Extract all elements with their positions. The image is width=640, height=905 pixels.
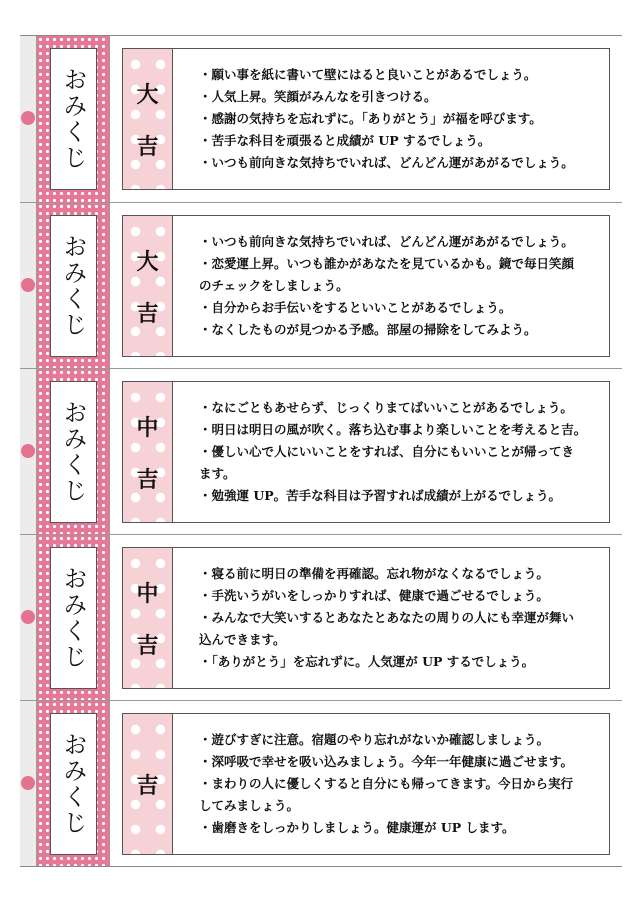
binding-strip — [20, 535, 37, 700]
fortune-message-list — [199, 548, 603, 688]
fortune-box — [122, 381, 610, 523]
fortune-message-line: 込んできます。 — [199, 632, 286, 647]
dotted-header-column — [37, 535, 110, 700]
fortune-message-line: ・手洗いうがいをしっかりすれば、健康で過ごせるでしょう。 — [199, 588, 549, 603]
punch-hole-icon — [21, 610, 35, 624]
fortune-message-line: ・感謝の気持ちを忘れずに。「ありがとう」が福を呼びます。 — [199, 111, 542, 126]
dotted-header-column — [37, 701, 110, 866]
fortune-char: 中 — [136, 414, 159, 441]
fortune-message-list — [199, 382, 603, 522]
fortune-message-line: ・「ありがとう」を忘れずに。人気運が UP するでしょう。 — [199, 654, 535, 669]
fortune-char: 吉 — [136, 466, 159, 493]
omikuji-label: おみくじ — [50, 381, 97, 523]
fortune-message-line: ・明日は明日の風が吹く。落ち込む事より楽しいことを考えると吉。 — [199, 422, 587, 437]
fortune-box — [122, 547, 610, 689]
fortune-result — [123, 548, 173, 688]
fortune-message-line: ・人気上昇。笑顔がみんなを引きつける。 — [199, 89, 437, 104]
fortune-message-list — [199, 49, 603, 189]
fortune-message-line: ・なにごともあせらず、じっくりまてばいいことがあるでしょう。 — [199, 400, 573, 415]
omikuji-label: おみくじ — [50, 48, 97, 190]
fortune-message-line: ・恋愛運上昇。いつも誰かがあなたを見ているかも。鏡で毎日笑顔 — [199, 256, 575, 271]
fortune-result — [123, 216, 173, 356]
fortune-box — [122, 48, 610, 190]
binding-strip — [20, 701, 37, 866]
fortune-message-line: ・深呼吸で幸せを吸い込みましょう。今年一年健康に過ごせます。 — [199, 754, 574, 769]
dotted-header-column — [37, 369, 110, 534]
fortune-box — [122, 215, 610, 357]
fortune-char: 中 — [136, 580, 159, 607]
fortune-char: 吉 — [136, 772, 159, 799]
fortune-box — [122, 713, 610, 855]
fortune-result — [123, 714, 173, 854]
fortune-message-line: ・願い事を紙に書いて壁にはると良いことがあるでしょう。 — [199, 67, 537, 82]
omikuji-slip — [20, 36, 622, 202]
fortune-char: 大 — [136, 81, 159, 108]
fortune-message-line: ・歯磨きをしっかりしましょう。健康運が UP します。 — [199, 820, 515, 835]
binding-strip — [20, 36, 37, 202]
binding-strip — [20, 203, 37, 368]
punch-hole-icon — [21, 444, 35, 458]
dotted-header-column — [37, 36, 110, 202]
punch-hole-icon — [21, 278, 35, 292]
fortune-message-line: ・いつも前向きな気持ちでいれば、どんどん運があがるでしょう。 — [199, 155, 574, 170]
fortune-message-line: ・優しい心で人にいいことをすれば、自分にもいいことが帰ってき — [199, 444, 575, 459]
fortune-message-line: してみましょう。 — [199, 798, 300, 813]
fortune-message-list — [199, 216, 603, 356]
fortune-char: 吉 — [136, 632, 159, 659]
fortune-message-line: ・みんなで大笑いするとあなたとあなたの周りの人にも幸運が舞い — [199, 610, 575, 625]
fortune-char: 吉 — [136, 300, 159, 327]
fortune-message-line: ・寝る前に明日の準備を再確認。忘れ物がなくなるでしょう。 — [199, 566, 549, 581]
fortune-message-line: ・勉強運 UP。苦手な科目は予習すれば成績が上がるでしょう。 — [199, 488, 562, 503]
omikuji-slip — [20, 368, 622, 534]
punch-hole-icon — [21, 776, 35, 790]
omikuji-slip — [20, 202, 622, 368]
fortune-char: 大 — [136, 248, 159, 275]
fortune-message-list — [199, 714, 603, 854]
omikuji-label: おみくじ — [50, 215, 97, 357]
fortune-message-line: ・まわりの人に優しくすると自分にも帰ってきます。今日から実行 — [199, 776, 574, 791]
fortune-message-line: ・苦手な科目を頑張ると成績が UP するでしょう。 — [199, 133, 491, 148]
dotted-header-column — [37, 203, 110, 368]
fortune-message-line: のチェックをしましょう。 — [199, 278, 349, 293]
fortune-result — [123, 382, 173, 522]
punch-hole-icon — [21, 111, 35, 125]
fortune-message-line: ・なくしたものが見つかる予感。部屋の掃除をしてみよう。 — [199, 322, 537, 337]
omikuji-label: おみくじ — [50, 547, 97, 689]
binding-strip — [20, 369, 37, 534]
omikuji-slip — [20, 534, 622, 700]
fortune-char: 吉 — [136, 133, 159, 160]
fortune-message-line: ・いつも前向きな気持ちでいれば、どんどん運があがるでしょう。 — [199, 234, 574, 249]
omikuji-label: おみくじ — [50, 713, 97, 855]
omikuji-slip — [20, 700, 622, 866]
fortune-message-line: ・自分からお手伝いをするといいことがあるでしょう。 — [199, 300, 512, 315]
omikuji-sheet — [20, 35, 622, 867]
fortune-result — [123, 49, 173, 189]
fortune-message-line: ます。 — [199, 466, 236, 481]
fortune-message-line: ・遊びすぎに注意。宿題のやり忘れがないか確認しましょう。 — [199, 732, 550, 747]
